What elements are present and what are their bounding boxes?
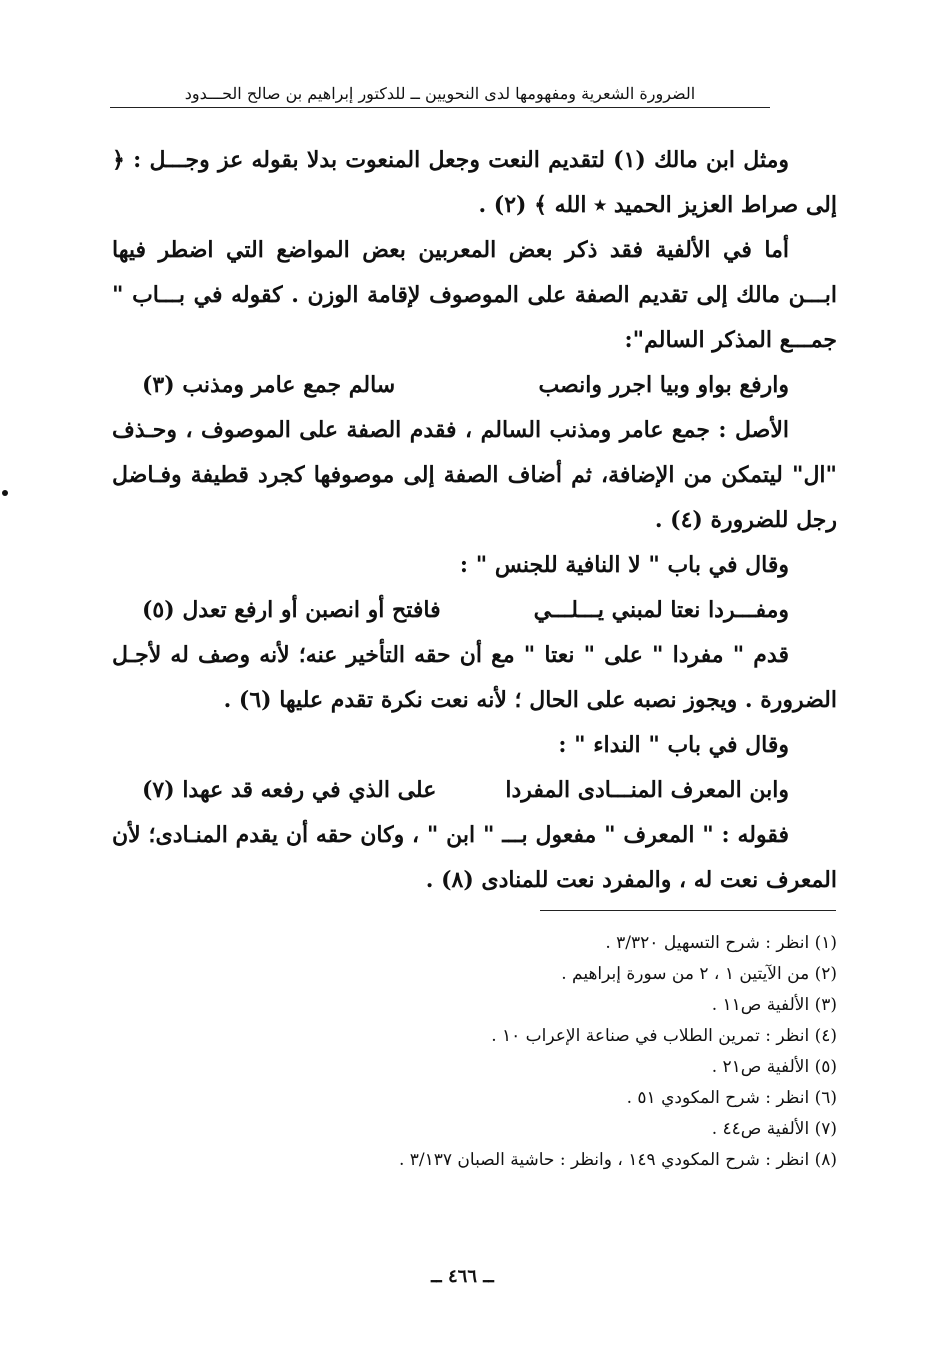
- page-number: ــ ٤٦٦ ــ: [431, 1266, 494, 1287]
- footnote-1: (١) انظر : شرح التسهيل ٣/٣٢٠ .: [605, 933, 837, 953]
- paragraph-4: وقال في باب " لا النافية للجنس " :: [459, 552, 789, 578]
- running-header: الضرورة الشعرية ومفهومها لدى النحويين ــ للدكتور إبراهيم بن صالح الحـــدود: [110, 84, 770, 108]
- verse-2: [112, 588, 837, 633]
- paragraph-5: قدم " مفردا " على " نعتا " مع أن حقه التأخير عنه؛ لأنه وصف له لأجـل الضرورة . ويجوز نصبه على الحال ؛ لأنه نعت نكرة تقدم عليها (٦) .: [112, 642, 837, 713]
- verse-1-first-hemistich: وارفع بواو وبيا اجرر وانصب: [538, 372, 789, 398]
- main-text: [112, 138, 837, 903]
- scan-mark: [2, 490, 8, 496]
- footnote-3: (٣) الألفية ص١١ .: [711, 995, 837, 1015]
- footnote-8: (٨) انظر : شرح المكودي ١٤٩ ، وانظر : حاشية الصبان ٣/١٣٧ .: [398, 1150, 837, 1170]
- paragraph-6: وقال في باب " النداء " :: [558, 732, 789, 758]
- footnote-6: (٦) انظر : شرح المكودي ٥١ .: [626, 1088, 837, 1108]
- verse-2-first-hemistich: ومفـــردا نعتا لمبني يـــلـــي: [533, 597, 789, 623]
- verse-2-second-hemistich: فافتح أو انصبن أو ارفع تعدل (٥): [142, 597, 441, 623]
- verse-1: [112, 363, 837, 408]
- paragraph-3: الأصل : جمع عامر ومذنب السالم ، فقدم الصفة على الموصوف ، وحـذف "ال" ليتمكن من الإضافة، ثم أضاف الصفة إلى موصوفها كجرد قطيفة وفـاضل رجل للضرورة (٤) .: [112, 417, 837, 533]
- footnote-7: (٧) الألفية ص٤٤ .: [711, 1119, 837, 1139]
- footnote-4: (٤) انظر : تمرين الطلاب في صناعة الإعراب ١٠ .: [491, 1026, 837, 1046]
- paragraph-2: أما في الألفية فقد ذكر بعض المعربين بعض المواضع التي اضطر فيها ابـــن مالك إلى تقديم الصفة على الموصوف لإقامة الوزن . كقوله في بـــاب " جمـــع المذكر السالم":: [112, 237, 837, 353]
- verse-1-second-hemistich: سالم جمع عامر ومذنب (٣): [142, 372, 396, 398]
- footnote-2: (٢) من الآيتين ١ ، ٢ من سورة إبراهيم .: [561, 964, 837, 984]
- verse-3-first-hemistich: وابن المعرف المنـــادى المفردا: [505, 777, 789, 803]
- footnotes: [200, 928, 837, 1176]
- verse-3: [112, 768, 837, 813]
- paragraph-7: فقوله : " المعرف " مفعول بـــ " ابن " ، وكان حقه أن يقدم المنـادى؛ لأن المعرف نعت له ، والمفرد نعت للمنادى (٨) .: [112, 822, 837, 893]
- paragraph-1: ومثل ابن مالك (١) لتقديم النعت وجعل المنعوت بدلا بقوله عز وجـــل : ﴿ إلى صراط العزيز الحميد ٭ الله ﴾ (٢) .: [112, 147, 837, 218]
- verse-3-second-hemistich: على الذي في رفعه قد عهدا (٧): [142, 777, 437, 803]
- footnote-5: (٥) الألفية ص٢١ .: [711, 1057, 837, 1077]
- footnote-divider: [540, 910, 836, 911]
